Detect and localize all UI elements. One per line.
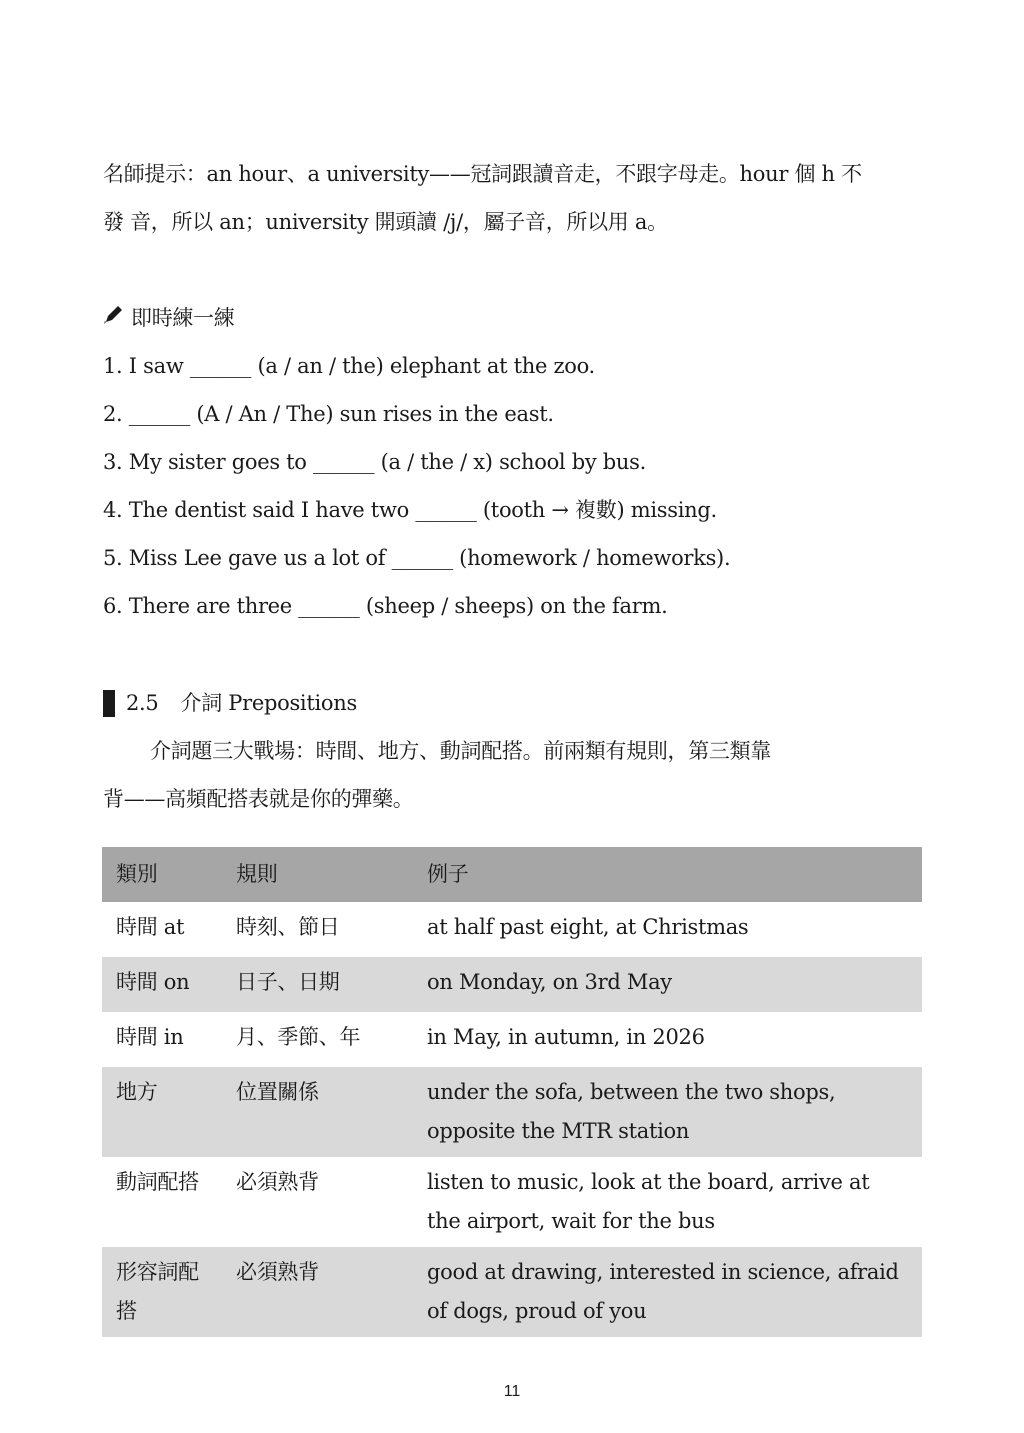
- tip-line-1: 名師提示：an hour、a university——冠詞跟讀音走，不跟字母走。hour 個 h 不: [103, 162, 862, 186]
- cell-category: 時間 at: [116, 915, 185, 939]
- cell-rule: 日子、日期: [222, 957, 413, 1012]
- table-row: [102, 957, 922, 1012]
- prepositions-table: [102, 847, 922, 1337]
- section-number: 2.5: [126, 691, 159, 715]
- page-number: 11: [503, 1383, 521, 1400]
- question-6: 6. There are three ______ (sheep / sheeps) on the farm.: [103, 594, 668, 618]
- cell-category: 動詞配搭: [116, 1170, 199, 1194]
- section-intro-line-2: 背——高頻配搭表就是你的彈藥。: [103, 787, 414, 811]
- cell-example: under the sofa, between the two shops, opposite the MTR station: [413, 1067, 922, 1157]
- section-intro-line-1: 介詞題三大戰場：時間、地方、動詞配搭。前兩類有規則，第三類靠: [150, 739, 771, 763]
- cell-example: listen to music, look at the board, arrive at the airport, wait for the bus: [427, 1170, 870, 1233]
- practice-heading-text: 即時練一練: [131, 306, 235, 330]
- table-row: [102, 1247, 922, 1337]
- cell-example: good at drawing, interested in science, afraid of dogs, proud of you: [413, 1247, 922, 1337]
- table-row: [102, 1067, 922, 1157]
- question-4: 4. The dentist said I have two ______ (tooth → 複數) missing.: [103, 498, 717, 522]
- tip-line-2: 發 音，所以 an；university 開頭讀 /j/，屬子音，所以用 a。: [103, 210, 668, 234]
- header-category: 類別: [102, 847, 222, 902]
- question-3: 3. My sister goes to ______ (a / the / x) school by bus.: [103, 450, 647, 474]
- cell-category: 形容詞配搭: [102, 1247, 222, 1337]
- cell-category: 時間 on: [102, 957, 222, 1012]
- cell-rule: 時刻、節日: [236, 915, 340, 939]
- practice-heading: [103, 304, 235, 332]
- cell-example: at half past eight, at Christmas: [427, 915, 749, 939]
- cell-category: 時間 in: [116, 1025, 184, 1049]
- cell-rule: 必須熟背: [222, 1247, 413, 1337]
- pencil-icon: [103, 304, 125, 332]
- cell-rule: 位置關係: [222, 1067, 413, 1157]
- cell-example: in May, in autumn, in 2026: [427, 1025, 705, 1049]
- table-row: [102, 902, 922, 957]
- section-heading: [103, 689, 357, 717]
- table-row: [102, 1012, 922, 1067]
- question-2: 2. ______ (A / An / The) sun rises in the east.: [103, 402, 554, 426]
- cell-rule: 月、季節、年: [236, 1025, 361, 1049]
- cell-example: on Monday, on 3rd May: [413, 957, 922, 1012]
- table-row: [102, 1157, 922, 1247]
- question-1: 1. I saw ______ (a / an / the) elephant at the zoo.: [103, 354, 595, 378]
- header-rule: 規則: [222, 847, 413, 902]
- cell-rule: 必須熟背: [236, 1170, 319, 1194]
- section-title: 介詞 Prepositions: [180, 691, 357, 715]
- question-5: 5. Miss Lee gave us a lot of ______ (homework / homeworks).: [103, 546, 731, 570]
- header-example: 例子: [413, 847, 922, 902]
- cell-category: 地方: [102, 1067, 222, 1157]
- table-header-row: [102, 847, 922, 902]
- section-bar-icon: [103, 690, 115, 717]
